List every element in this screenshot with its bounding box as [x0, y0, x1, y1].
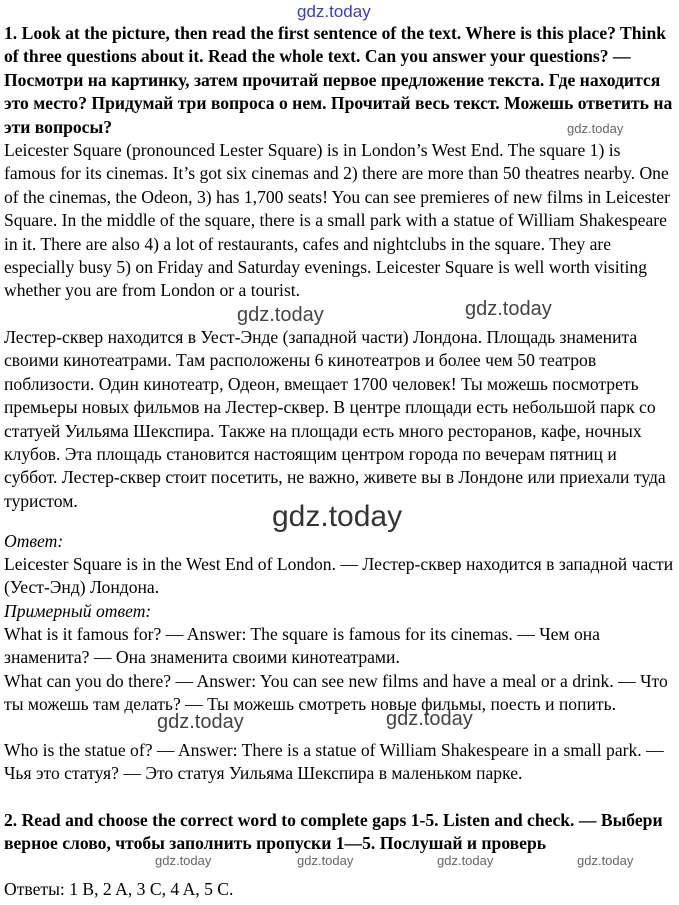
- watermark: gdz.today: [157, 711, 244, 733]
- watermark: gdz.today: [437, 853, 494, 868]
- watermark: gdz.today: [567, 121, 624, 136]
- watermark: gdz.today: [577, 853, 634, 868]
- sample-answer-label: Примерный ответ:: [4, 601, 152, 621]
- task1-text-en: Leicester Square (pronounced Lester Square) is in London’s West End. The square 1) is famous for its cinemas. It’s got six cinemas and 2) there are more than 50 theatres nearby. One of the cinemas, the Odeon, 3) has 1,700 seats! You can see premieres of new films in Leicester Square. In the middle of the square, there is a small park with a statue of William Shakespeare in it. There are also 4) a lot of restaurants, cafes and nightclubs in the square. They are especially busy 5) on Friday and Saturday evenings. Leicester Square is well worth visiting whether you are from London or a tourist.: [4, 140, 670, 301]
- qa-do-there: What can you do there? — Answer: You can see new films and have a meal or a drink. — Что ты можешь там делать? — Ты можешь смотреть новые фильмы, поесть и попить.: [4, 671, 668, 715]
- answer-label: Ответ:: [4, 531, 64, 551]
- watermark: gdz.today: [465, 298, 552, 320]
- watermark: gdz.today: [297, 853, 354, 868]
- watermark: gdz.today: [297, 2, 371, 21]
- task1-heading: 1. Look at the picture, then read the first sentence of the text. Where is this place? Think of three questions about it. Read the whole text. Can you answer your questions? — Посмотри на картинку, затем прочитай первое предложение текста. Где находится это место? Придумай три вопроса о нем. Прочитай весь текст. Можешь ответить на эти вопросы?: [4, 23, 673, 137]
- task1-text-ru: Лестер-сквер находится в Уест-Энде (западной части) Лондона. Площадь знаменита своими кинотеатрами. Там расположены 6 кинотеатров и более чем 50 театров поблизости. Один кинотеатр, Одеон, вмещает 1700 человек! Ты можешь посмотреть премьеры новых фильмов на Лестер-сквер. В центре площади есть небольшой парк со статуей Уильяма Шекспира. Также на площади есть много ресторанов, кафе, ночных клубов. Эта площадь становится настоящим центром города по вечерам пятниц и суббот. Лестер-сквер стоит посетить, не важно, живете вы в Лондоне или приехали туда туристом.: [4, 327, 666, 511]
- watermark: gdz.today: [237, 304, 324, 326]
- qa-famous: What is it famous for? — Answer: The square is famous for its cinemas. — Чем она знаменита? — Она знаменита своими кинотеатрами.: [4, 624, 600, 668]
- qa-statue: Who is the statue of? — Answer: There is a statue of William Shakespeare in a small park. — Чья это статуя? — Это статуя Уильяма Шекспира в маленьком парке.: [4, 740, 664, 784]
- task2-heading: 2. Read and choose the correct word to complete gaps 1-5. Listen and check. — Выбери верное слово, чтобы заполнить пропуски 1—5. Послушай и проверь: [4, 810, 663, 854]
- task2-answers: Ответы: 1 B, 2 A, 3 C, 4 A, 5 C.: [4, 879, 234, 899]
- answer-text: Leicester Square is in the West End of London. — Лестер-сквер находится в западной части (Уест-Энд) Лондона.: [4, 554, 674, 598]
- watermark: gdz.today: [272, 500, 403, 533]
- watermark: gdz.today: [155, 853, 212, 868]
- watermark: gdz.today: [386, 708, 473, 730]
